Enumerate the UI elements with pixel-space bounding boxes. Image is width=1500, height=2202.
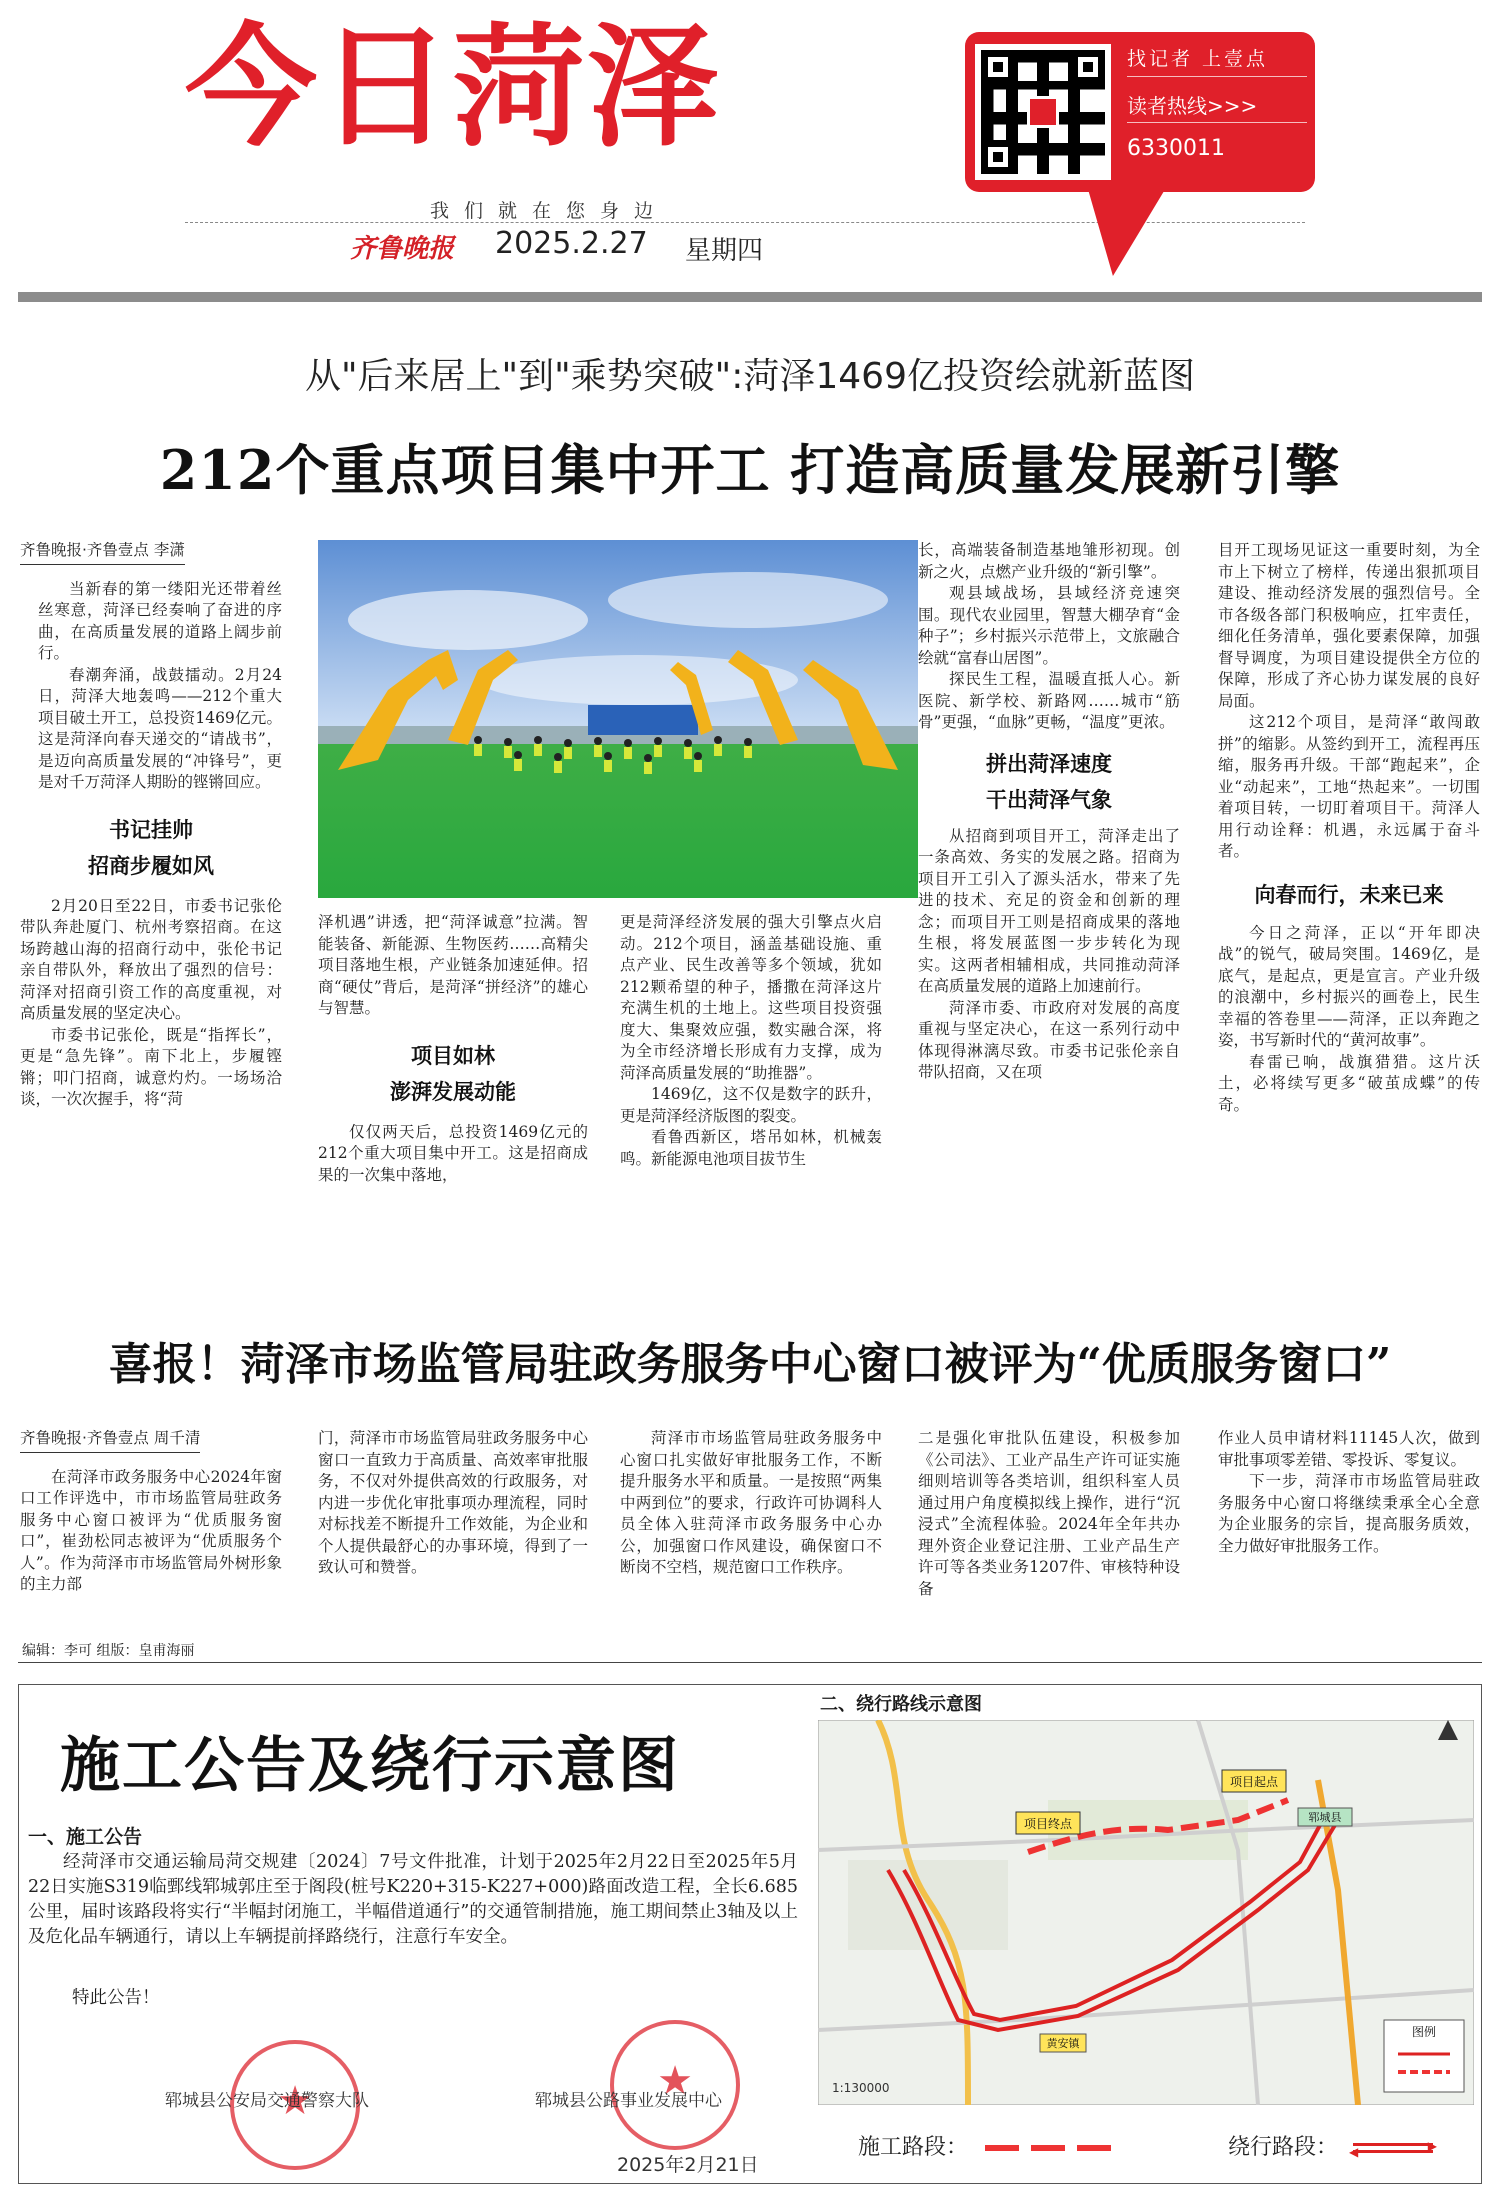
construction-dash-icon <box>985 2145 1115 2151</box>
paragraph: 长，高端装备制造基地雏形初现。创新之火，点燃产业升级的“新引擎”。 <box>918 541 1180 581</box>
legend-detour <box>1228 2130 1438 2161</box>
map-section-title: 二、绕行路线示意图 <box>820 1694 982 1715</box>
qr-code-icon[interactable] <box>975 44 1111 180</box>
lead-column-1 <box>20 540 282 1111</box>
paragraph: 春潮奔涌，战鼓擂动。2月24日，菏泽大地轰鸣——212个重大项目破土开工，总投资1469亿元。这是菏泽向春天递交的“请战书”，是迈向高质量发展的“冲锋号”，更是对千万菏泽人期盼的铿锵回应。 <box>38 665 282 791</box>
section-divider <box>18 1662 1482 1663</box>
subhead: 向春而行，未来已来 <box>1254 882 1444 907</box>
second-column-2 <box>318 1428 588 1579</box>
lead-headline: 212个重点项目集中开工 打造高质量发展新引擎 <box>159 438 1341 502</box>
paragraph: 泽机遇”讲透，把“菏泽诚意”拉满。智能装备、新能源、生物医药……高精尖项目落地生根，产业链条加速延伸。招商“硬仗”背后，是菏泽“拼经济”的雄心与智慧。 <box>318 913 588 1017</box>
map-label-start: 项目起点 <box>1229 1775 1279 1789</box>
slogan: 我们就在您身边 <box>430 200 669 222</box>
subhead: 澎湃发展动能 <box>390 1079 516 1104</box>
groundbreaking-photo <box>318 540 918 898</box>
paragraph: 这212个项目，是菏泽“敢闯敢拼”的缩影。从签约到开工，流程再压缩，服务再升级。干部“跑起来”，企业“动起来”，工地“热起来”。一切围着项目转，一切盯着项目干。菏泽人用行动诠释：机遇，永远属于奋斗者。 <box>1218 713 1480 860</box>
editor-credits: 编辑：李可 组版：皇甫海丽 <box>22 1643 195 1659</box>
second-column-1 <box>20 1428 282 1596</box>
detour-arrow-icon: ▶ ◀ <box>1349 2139 1438 2159</box>
paragraph: 在菏泽市政务服务中心2024年窗口工作评选中，市市场监管局驻政务服务中心窗口被评为“优质服务窗口”，崔劲松同志被评为“优质服务个人”。作为菏泽市市场监管局外树形象的主力部 <box>20 1467 282 1593</box>
reporter-contact-box <box>965 32 1315 192</box>
speech-bubble-tail <box>1087 186 1183 276</box>
lead-column-5 <box>1218 540 1480 1116</box>
notice-paragraph: 经菏泽市交通运输局菏交规建〔2024〕7号文件批准，计划于2025年2月22日至2025年5月22日实施S319临鄄线郓城郭庄至于阁段(桩号K220+315-K227+000)路面改造工程，全长6.685公里，届时该路段将实行“半幅封闭施工，半幅借道通行”的交通管制措施，施工期间禁止3轴及以上及危化品车辆通行，请以上车辆提前择路绕行，注意行车安全。 <box>28 1852 798 1947</box>
subhead: 项目如林 <box>411 1043 495 1068</box>
paragraph: 2月20日至22日，市委书记张伦带队奔赴厦门、杭州考察招商。在这场跨越山海的招商行动中，张伦书记亲自带队外，释放出了强烈的信号：菏泽对招商引资工作的高度重视，对高质量发展的坚定决心。 <box>20 896 282 1022</box>
paragraph: 春雷已响，战旗猎猎。这片沃土，必将续写更多“破茧成蝶”的传奇。 <box>1218 1052 1480 1114</box>
paragraph: 菏泽市委、市政府对发展的高度重视与坚定决心，在这一系列行动中体现得淋漓尽致。市委书记张伦亲自带队招商，又在项 <box>918 998 1180 1081</box>
paragraph: 菏泽市市场监管局驻政务服务中心窗口扎实做好审批服务工作，不断提升服务水平和质量。一是按照“两集中两到位”的要求，行政许可协调科人员全体入驻菏泽市政务服务中心办公，加强窗口作风建设，确保窗口不断岗不空档，规范窗口工作秩序。 <box>620 1429 882 1576</box>
paragraph: 二是强化审批队伍建设，积极参加《公司法》、工业产品生产许可证实施细则培训等各类培训，组织科室人员通过用户角度模拟线上操作，进行“沉浸式”全流程体验。2024年全年共办理外资企业登记注册、工业产品生产许可等各类业务1207件、审核特种设备 <box>918 1429 1180 1598</box>
notice-closing: 特此公告！ <box>72 1988 160 2008</box>
lead-byline: 齐鲁晚报·齐鲁壹点 李潇 <box>20 540 185 565</box>
notice-date: 2025年2月21日 <box>617 2154 759 2176</box>
paragraph: 1469亿，这不仅是数字的跃升，更是菏泽经济版图的裂变。 <box>620 1085 882 1125</box>
map-scale: 1:130000 <box>832 2081 890 2095</box>
paper-logo: 齐鲁晚报 <box>350 234 455 264</box>
legend-detour-label: 绕行路段： <box>1228 2135 1339 2160</box>
legend-construction-label: 施工路段： <box>858 2135 969 2160</box>
notice-signer-highway: 郓城县公路事业发展中心 <box>535 2091 722 2111</box>
paragraph: 探民生工程，温暖直抵人心。新医院、新学校、新路网……城市“筋骨”更强，“血脉”更畅，“温度”更浓。 <box>918 670 1180 731</box>
paragraph: 门，菏泽市市场监管局驻政务服务中心窗口一直致力于高质量、高效率审批服务，不仅对外提供高效的行政服务，对内进一步优化审批事项办理流程，同时对标找差不断提升工作效能，为企业和个人提供最舒心的办事环境，得到了一致认可和赞誉。 <box>318 1429 588 1576</box>
paragraph: 仅仅两天后，总投资1469亿元的212个重大项目集中开工。这是招商成果的一次集中落地， <box>318 1122 588 1184</box>
masthead-bar <box>18 292 1482 302</box>
subhead: 干出菏泽气象 <box>986 787 1112 812</box>
issue-date: 2025.2.27 <box>495 226 648 261</box>
contact-slogan: 找记者 上壹点 <box>1127 48 1269 70</box>
highway-seal-icon <box>610 2020 740 2150</box>
paragraph: 目开工现场见证这一重要时刻，为全市上下树立了榜样，传递出狠抓项目建设、推动经济发展的强烈信号。全市各级各部门积极响应，扛牢责任，细化任务清单，强化要素保障，加强督导调度，为项目建设提供全方位的保障，形成了齐心协力谋发展的良好局面。 <box>1218 541 1480 710</box>
subhead: 招商步履如风 <box>88 853 214 878</box>
paragraph: 从招商到项目开工，菏泽走出了一条高效、务实的发展之路。招商为项目开工引入了源头活水，带来了先进的技术、充足的资金和创新的理念；而项目开工则是招商成果的落地生根，将发展蓝图一步步转化为现实。这两者相辅相成，共同推动菏泽在高质量发展的道路上加速前行。 <box>918 826 1180 995</box>
paragraph: 下一步，菏泽市市场监管局驻政务服务中心窗口将继续秉承全心全意为企业服务的宗旨，提高服务质效，全力做好审批服务工作。 <box>1218 1472 1480 1555</box>
legend-construction <box>858 2130 1115 2161</box>
map-label-town: 黄安镇 <box>1046 2037 1080 2050</box>
paragraph: 今日之菏泽，正以“开年即决战”的锐气，破局突围。1469亿，是底气，是起点，更是宣言。产业升级的浪潮中，乡村振兴的画卷上，民生幸福的答卷里——菏泽，正以奔跑之姿，书写新时代的“黄河故事”。 <box>1218 923 1480 1049</box>
lead-kicker: 从"后来居上"到"乘势突破":菏泽1469亿投资绘就新蓝图 <box>305 356 1195 397</box>
second-byline: 齐鲁晚报·齐鲁壹点 周千清 <box>20 1428 200 1453</box>
second-column-5 <box>1218 1428 1480 1557</box>
detour-map <box>818 1720 1474 2105</box>
map-legend-title: 图例 <box>1411 2025 1437 2039</box>
second-headline: 喜报！菏泽市场监管局驻政务服务中心窗口被评为“优质服务窗口” <box>108 1339 1392 1390</box>
lead-column-3 <box>620 912 882 1170</box>
contact-divider <box>1127 122 1307 123</box>
hotline-label: 读者热线>>> <box>1127 94 1258 118</box>
notice-title: 施工公告及绕行示意图 <box>60 1731 680 1801</box>
hotline-number: 6330011 <box>1127 136 1225 161</box>
paragraph: 看鲁西新区，塔吊如林，机械轰鸣。新能源电池项目拔节生 <box>620 1128 882 1168</box>
masthead <box>0 0 1500 300</box>
subhead: 书记挂帅 <box>109 817 193 842</box>
lead-column-2 <box>318 912 588 1186</box>
second-column-4 <box>918 1428 1180 1600</box>
subhead: 拼出菏泽速度 <box>986 751 1112 776</box>
newspaper-title: 今日菏泽 <box>185 11 721 165</box>
lead-column-4 <box>918 540 1180 1084</box>
notice-body <box>28 1850 798 1950</box>
paragraph: 当新春的第一缕阳光还带着丝丝寒意，菏泽已经奏响了奋进的序曲，在高质量发展的道路上阔步前行。 <box>38 579 282 662</box>
paragraph: 市委书记张伦，既是“指挥长”，更是“急先锋”。南下北上，步履铿锵；叩门招商，诚意灼灼。一场场洽谈，一次次握手，将“菏 <box>20 1025 282 1108</box>
paragraph: 观县域战场，县域经济竞速突围。现代农业园里，智慧大棚孕育“金种子”；乡村振兴示范带上，文旅融合绘就“富春山居图”。 <box>918 584 1180 667</box>
paragraph: 作业人员申请材料11145人次，做到审批事项零差错、零投诉、零复议。 <box>1218 1429 1480 1469</box>
contact-divider <box>1127 76 1307 77</box>
notice-section-1: 一、施工公告 <box>28 1826 143 1848</box>
second-column-3 <box>620 1428 882 1579</box>
issue-weekday: 星期四 <box>685 236 764 266</box>
map-label-county: 郓城县 <box>1308 1811 1342 1824</box>
paragraph: 更是菏泽经济发展的强大引擎点火启动。212个项目，涵盖基础设施、重点产业、民生改善等多个领域，犹如212颗希望的种子，播撒在菏泽这片充满生机的土地上。这些项目投资强度大、集聚效应强，数实融合深，将为全市经济增长形成有力支撑，成为菏泽高质量发展的“助推器”。 <box>620 913 882 1082</box>
notice-signer-police: 郓城县公安局交通警察大队 <box>165 2091 369 2111</box>
map-label-end: 项目终点 <box>1023 1817 1073 1831</box>
